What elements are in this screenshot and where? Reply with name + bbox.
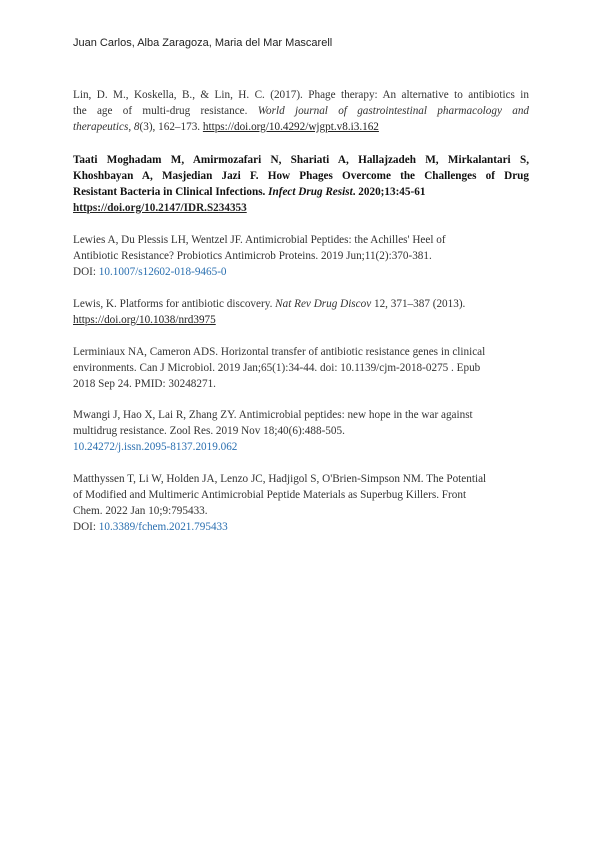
reference-line: Chem. 2022 Jan 10;9:795433. [73,505,208,517]
reference-line: the age of multi-drug resistance. World journal of gastrointestinal pharmacology and [73,105,530,117]
reference-taati-moghadam-2020 [73,152,529,216]
reference-line [73,264,529,280]
reference-lewies-2019 [73,232,529,280]
reference-mwangi-2019 [73,407,529,455]
doi-label: DOI: [73,266,96,278]
reference-line: Lewies A, Du Plessis LH, Wentzel JF. Antimicrobial Peptides: the Achilles' Heel of [73,234,446,246]
journal-title: therapeutics [73,121,129,133]
journal-title: World journal of gastrointestinal pharmacology and [257,105,530,117]
reference-line: Resistant Bacteria in Clinical Infections. Infect Drug Resist. 2020;13:45-61 [73,186,426,198]
running-header-authors: Juan Carlos, Alba Zaragoza, Maria del Mar Mascarell [73,37,333,49]
journal-title: Nat Rev Drug Discov [275,298,372,310]
reference-line: therapeutics, 8(3), 162–173. https://doi.org/10.4292/wjgpt.v8.i3.162 [73,121,379,133]
reference-line: environments. Can J Microbiol. 2019 Jan;65(1):34-44. doi: 10.1139/cjm-2018-0275 . Epub [73,362,481,374]
reference-line: Lerminiaux NA, Cameron ADS. Horizontal transfer of antibiotic resistance genes in clinical [73,346,486,358]
reference-line: Mwangi J, Hao X, Lai R, Zhang ZY. Antimicrobial peptides: new hope in the war against [73,409,473,421]
reference-line: multidrug resistance. Zool Res. 2019 Nov 18;40(6):488-505. [73,425,345,437]
reference-lin-2017 [73,87,529,135]
doi-link[interactable]: https://doi.org/10.4292/wjgpt.v8.i3.162 [202,121,379,133]
reference-matthyssen-2022 [73,471,529,535]
reference-line: Lewis, K. Platforms for antibiotic discovery. Nat Rev Drug Discov 12, 371–387 (2013). [73,298,466,310]
doi-link[interactable]: https://doi.org/10.1038/nrd3975 [73,314,216,326]
doi-link[interactable]: https://doi.org/10.2147/IDR.S234353 [73,202,247,214]
reference-line [73,200,529,216]
reference-line: Taati Moghadam M, Amirmozafari N, Shariati A, Hallajzadeh M, Mirkalantari S, [73,154,529,166]
reference-line: of Modified and Multimeric Antimicrobial Peptide Materials as Superbug Killers. Front [73,489,467,501]
doi-link[interactable]: 10.3389/fchem.2021.795433 [98,521,228,533]
reference-line: 2018 Sep 24. PMID: 30248271. [73,378,216,390]
reference-lerminiaux-2019 [73,344,529,392]
reference-line: Antibiotic Resistance? Probiotics Antimicrob Proteins. 2019 Jun;11(2):370-381. [73,250,432,262]
journal-title: Infect Drug Resist [268,186,353,198]
doi-link[interactable]: 10.24272/j.issn.2095-8137.2019.062 [73,441,238,453]
reference-line: Khoshbayan A, Masjedian Jazi F. How Phages Overcome the Challenges of Drug [73,170,529,182]
reference-line: Lin, D. M., Koskella, B., & Lin, H. C. (2017). Phage therapy: An alternative to antibiotics in [73,89,529,101]
volume: 8 [133,121,140,133]
reference-line: Matthyssen T, Li W, Holden JA, Lenzo JC, Hadjigol S, O'Brien-Simpson NM. The Potential [73,473,487,485]
reference-line [73,312,529,328]
reference-line [73,519,529,535]
reference-line [73,439,529,455]
doi-link[interactable]: 10.1007/s12602-018-9465-0 [98,266,227,278]
doi-label: DOI: [73,521,96,533]
reference-lewis-2013 [73,296,529,328]
